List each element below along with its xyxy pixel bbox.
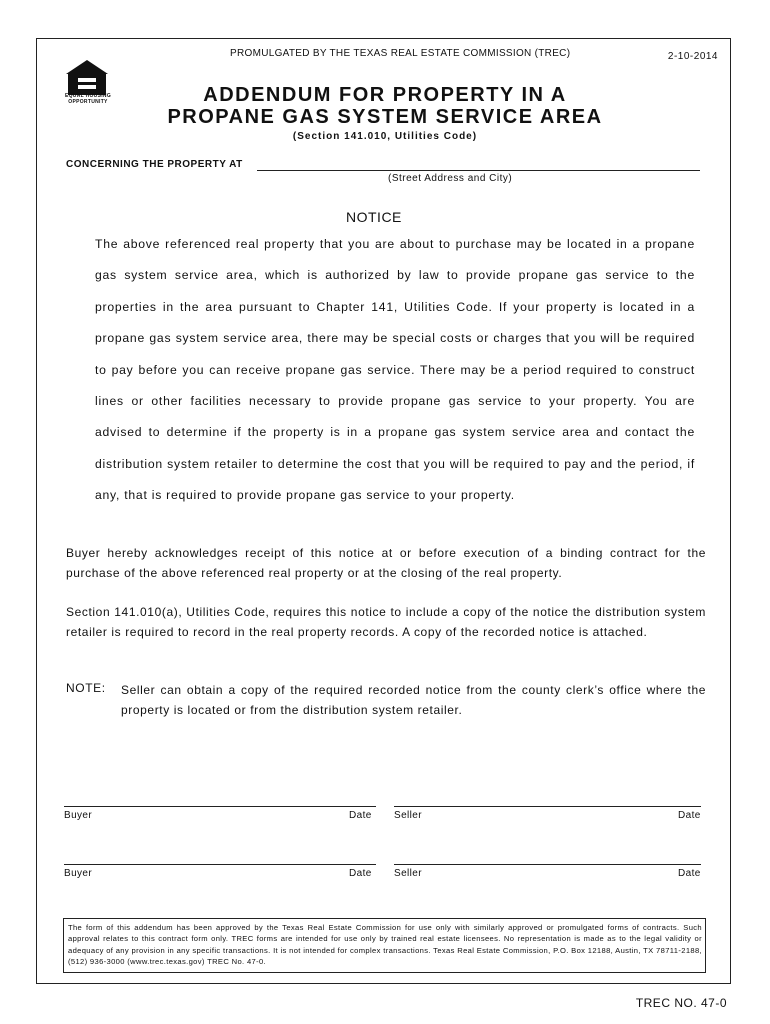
seller-date-label-1: Date [678, 810, 701, 821]
section-notice-paragraph: Section 141.010(a), Utilities Code, requires this notice to include a copy of the notice the distribution system retailer is required to record in the real property records. A copy of the recorded notice is attached. [66, 605, 706, 639]
promulgated-notice: PROMULGATED BY THE TEXAS REAL ESTATE COMMISSION (TREC) [230, 48, 571, 59]
buyer-signature-line-2[interactable] [64, 864, 376, 865]
notice-body: The above referenced real property that you are about to purchase may be located in a propane gas system service area, which is authorized by law to provide propane gas service to the properties in the area pursuant to Chapter 141, Utilities Code. If your property is located in a propane gas system service area, there may be special costs or charges that you will be required to pay before you can receive propane gas service. There may be a period required to construct lines or other facilities necessary to provide propane gas service to your property. You are advised to determine if the property is in a propane gas system service area and contact the distribution system retailer to determine the cost that you will be required to pay and the period, if any, that is required to provide propane gas service to your property. [95, 237, 695, 503]
buyer-date-label-2: Date [349, 868, 372, 879]
note-text: Seller can obtain a copy of the required recorded notice from the county clerk’s office where the property is located or from the distribution system retailer. [121, 683, 706, 717]
title-line-1: ADDENDUM FOR PROPERTY IN A [203, 84, 567, 106]
footer-disclaimer: The form of this addendum has been approved by the Texas Real Estate Commission for use only with similarly approved or promulgated forms of contracts. Such approval relates to this contract form only. TREC forms are intended for use only by trained real estate licensees. No representation is made as to the legal validity or adequacy of any provision in any specific transactions. It is not intended for complex transactions. Texas Real Estate Commission, P.O. Box 12188, Austin, TX 78711-2188, (512) 936-3000 (www.trec.texas.gov) TREC No. 47-0. [68, 923, 702, 966]
seller-label-1: Seller [394, 810, 422, 821]
buyer-acknowledgement: Buyer hereby acknowledges receipt of this notice at or before execution of a binding contract for the purchase of the above referenced real property or at the closing of the real property. [66, 546, 706, 580]
title-line-2: PROPANE GAS SYSTEM SERVICE AREA [167, 106, 603, 128]
equal-housing-text: EQUAL HOUSING OPPORTUNITY [64, 93, 112, 105]
address-caption: (Street Address and City) [388, 173, 513, 184]
seller-date-label-2: Date [678, 868, 701, 879]
notice-heading: NOTICE [346, 209, 402, 225]
form-date: 2-10-2014 [667, 51, 718, 62]
seller-signature-line-2[interactable] [394, 864, 701, 865]
section-reference: (Section 141.010, Utilities Code) [292, 131, 478, 142]
address-field[interactable] [257, 170, 700, 171]
seller-signature-line-1[interactable] [394, 806, 701, 807]
form-number: TREC NO. 47-0 [635, 996, 727, 1010]
buyer-signature-line-1[interactable] [64, 806, 376, 807]
buyer-label-1: Buyer [64, 810, 93, 821]
seller-label-2: Seller [394, 868, 422, 879]
buyer-label-2: Buyer [64, 868, 93, 879]
buyer-date-label-1: Date [349, 810, 372, 821]
note-label: NOTE: [66, 681, 106, 695]
property-label: CONCERNING THE PROPERTY AT [66, 159, 243, 170]
